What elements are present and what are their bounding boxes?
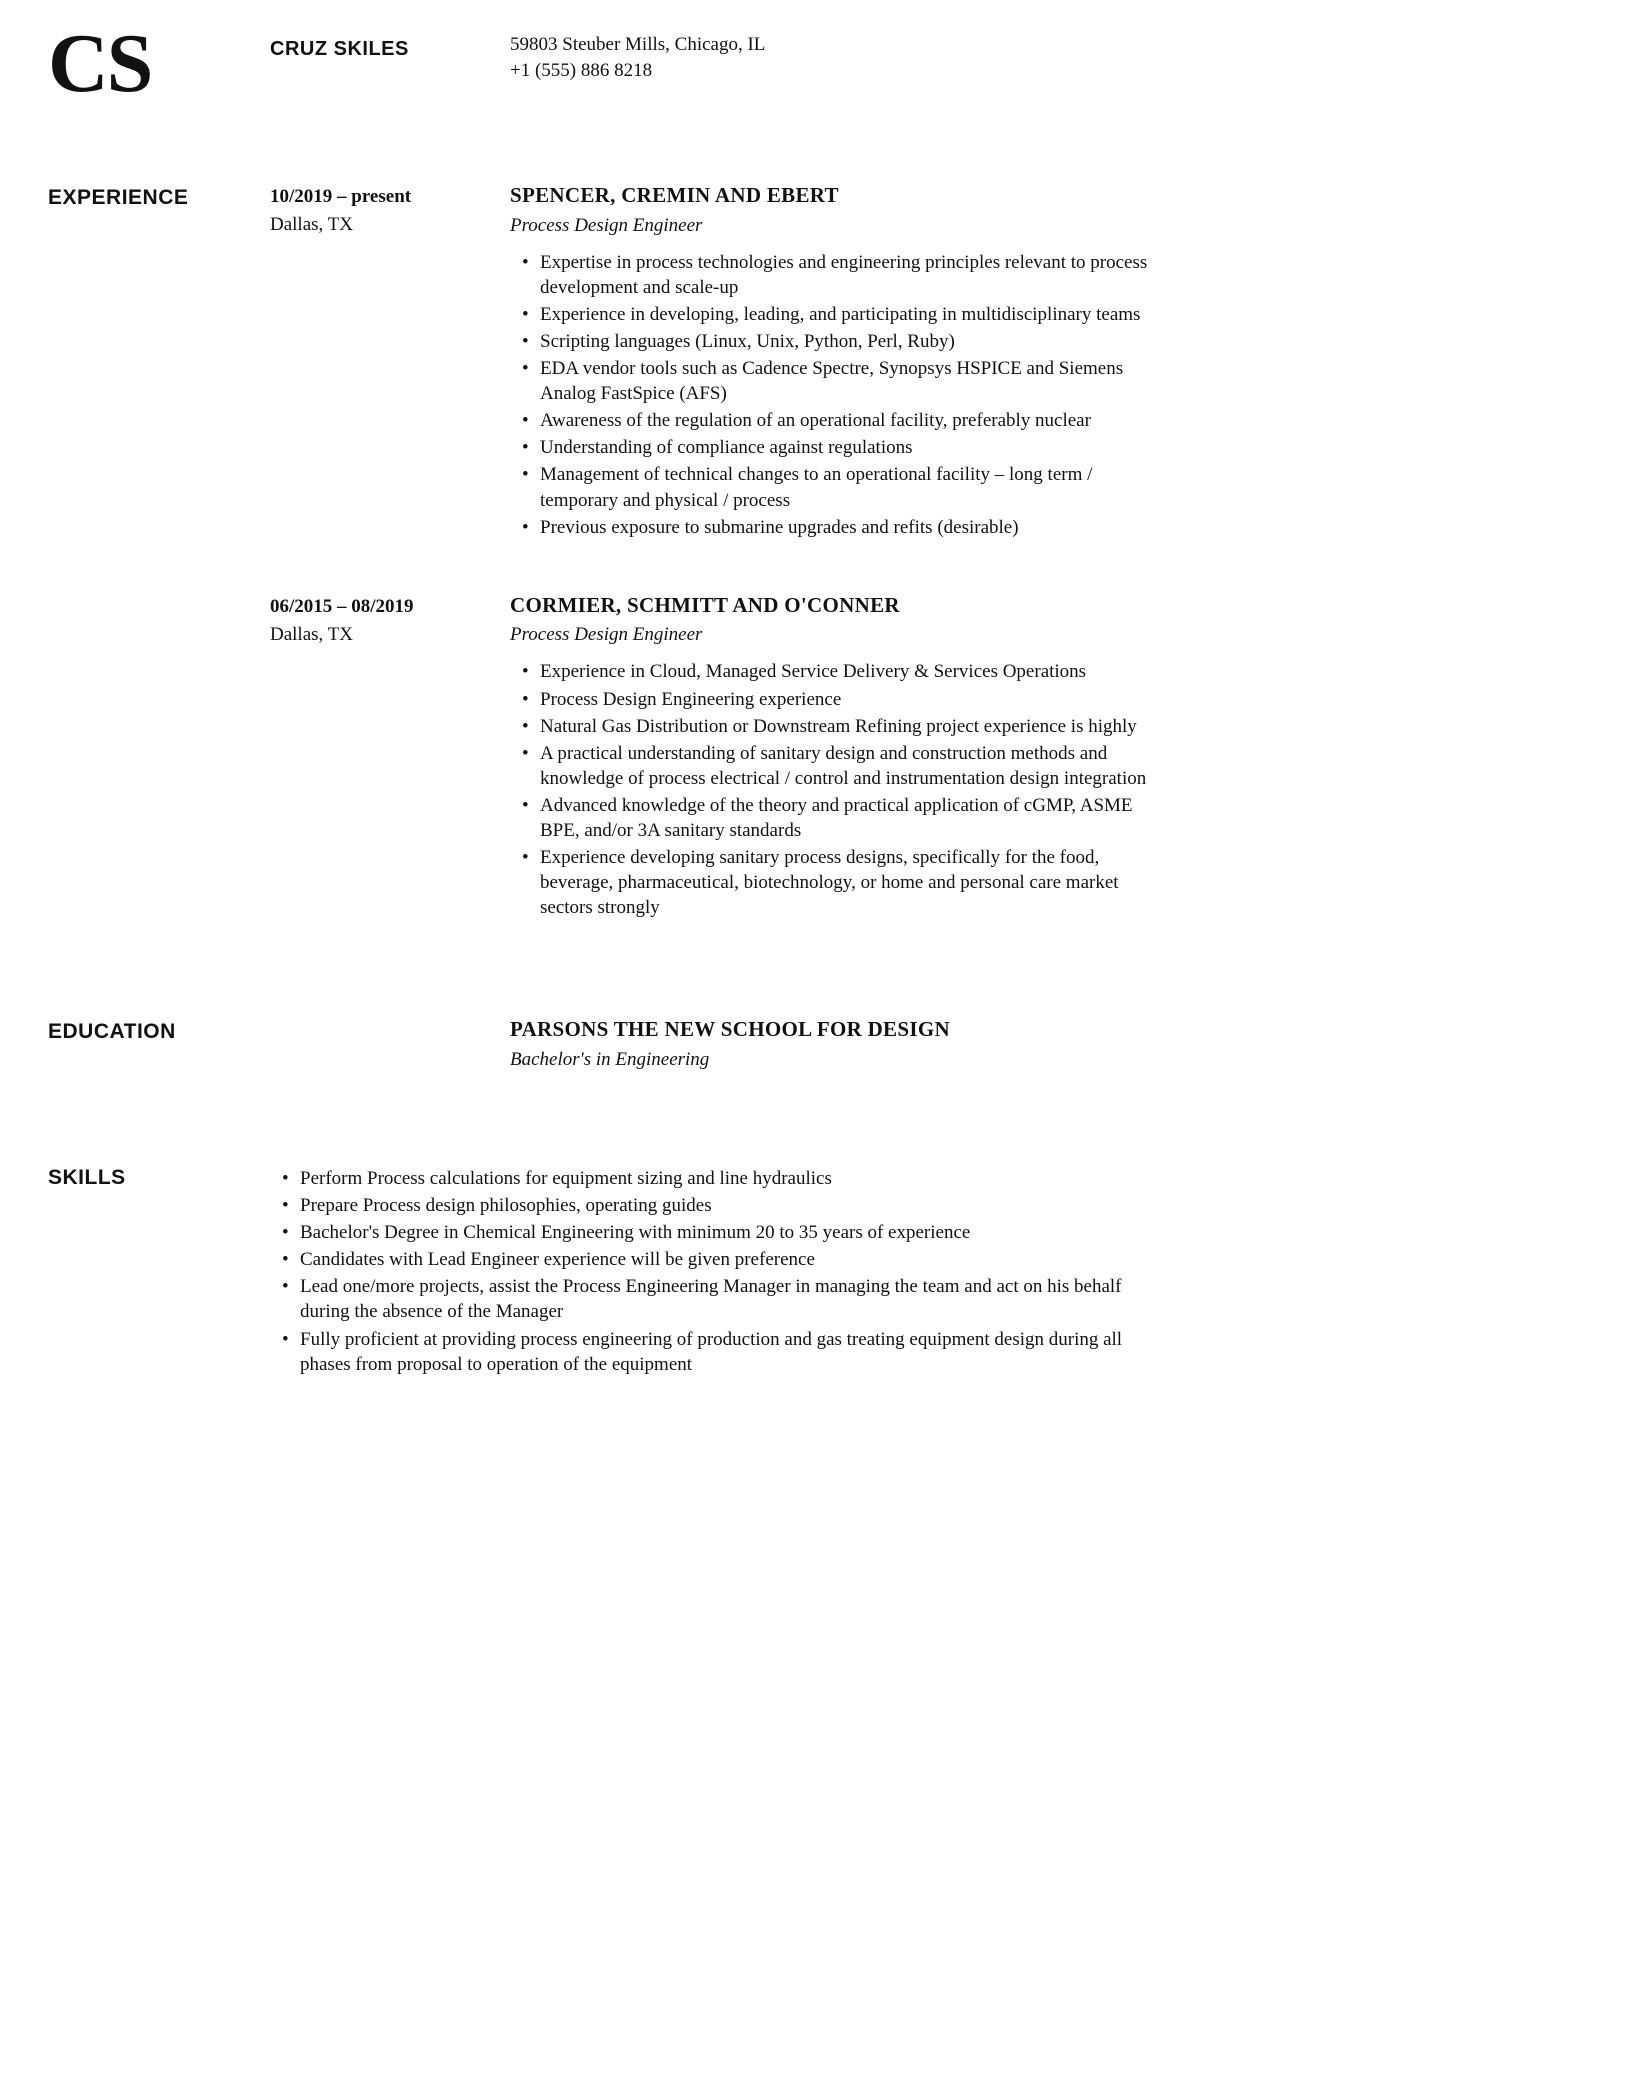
job-bullet: • A practical understanding of sanitary design and construction methods and knowledge of process electrical / control and instrumentation design integration: [522, 741, 1170, 791]
job-bullet: • Experience in Cloud, Managed Service Delivery & Services Operations: [522, 659, 1170, 684]
job-bullet: • Expertise in process technologies and engineering principles relevant to process development and scale-up: [522, 250, 1170, 300]
school-name: PARSONS THE NEW SCHOOL FOR DESIGN: [510, 1017, 950, 1042]
skills-section: [48, 1164, 1170, 1379]
education-section-label: EDUCATION: [48, 1020, 176, 1044]
job-entry: [270, 184, 1170, 542]
job-bullet: • Natural Gas Distribution or Downstream Refining project experience is highly: [522, 714, 1170, 739]
job-title: Process Design Engineer: [510, 214, 703, 236]
job-bullet: • Advanced knowledge of the theory and practical application of cGMP, ASME BPE, and/or 3A sanitary standards: [522, 793, 1170, 843]
skills-section-label: SKILLS: [48, 1166, 126, 1190]
job-dates: 10/2019 – present: [270, 186, 412, 207]
contact-address: 59803 Steuber Mills, Chicago, IL: [510, 34, 766, 55]
job-bullet: • Management of technical changes to an operational facility – long term / temporary and physical / process: [522, 462, 1170, 512]
job-bullet: • Awareness of the regulation of an operational facility, preferably nuclear: [522, 408, 1170, 433]
candidate-name: CRUZ SKILES: [270, 38, 409, 60]
job-bullet-list: [510, 250, 1170, 540]
skill-bullet: • Fully proficient at providing process engineering of production and gas treating equipment design during all phases from proposal to operation of the equipment: [282, 1327, 1170, 1377]
contact-phone: +1 (555) 886 8218: [510, 59, 653, 81]
job-bullet-list: [510, 659, 1170, 920]
job-location: Dallas, TX: [270, 623, 354, 645]
monogram-initials: CS: [48, 17, 152, 110]
job-bullet: • Understanding of compliance against regulations: [522, 435, 1170, 460]
job-location: Dallas, TX: [270, 214, 354, 236]
skills-bullet-list: [270, 1166, 1170, 1377]
job-title: Process Design Engineer: [510, 624, 703, 646]
skill-bullet: • Bachelor's Degree in Chemical Engineering with minimum 20 to 35 years of experience: [282, 1220, 1170, 1245]
skill-bullet: • Lead one/more projects, assist the Process Engineering Manager in managing the team and act on his behalf during the absence of the Manager: [282, 1274, 1170, 1324]
degree-name: Bachelor's in Engineering: [510, 1048, 710, 1070]
job-bullet: • EDA vendor tools such as Cadence Spectre, Synopsys HSPICE and Siemens Analog FastSpice (AFS): [522, 356, 1170, 406]
job-bullet: • Previous exposure to submarine upgrades and refits (desirable): [522, 515, 1170, 540]
experience-section-label: EXPERIENCE: [48, 186, 189, 209]
header: [48, 17, 1170, 110]
job-dates: 06/2015 – 08/2019: [270, 595, 414, 617]
job-entry: [270, 594, 1170, 923]
job-bullet: • Experience developing sanitary process designs, specifically for the food, beverage, pharmaceutical, biotechnology, or home and personal care market sectors strongly: [522, 845, 1170, 920]
skill-bullet: • Prepare Process design philosophies, operating guides: [282, 1193, 1170, 1218]
contact-info: [510, 28, 1170, 83]
skill-bullet: • Candidates with Lead Engineer experience will be given preference: [282, 1247, 1170, 1272]
experience-section: [48, 184, 1170, 922]
education-section: [48, 1018, 1170, 1072]
company-name: SPENCER, CREMIN AND EBERT: [510, 183, 839, 207]
job-bullet: • Process Design Engineering experience: [522, 687, 1170, 712]
job-bullet: • Scripting languages (Linux, Unix, Python, Perl, Ruby): [522, 329, 1170, 354]
skill-bullet: • Perform Process calculations for equipment sizing and line hydraulics: [282, 1166, 1170, 1191]
company-name: CORMIER, SCHMITT AND O'CONNER: [510, 592, 900, 617]
job-bullet: • Experience in developing, leading, and participating in multidisciplinary teams: [522, 302, 1170, 327]
